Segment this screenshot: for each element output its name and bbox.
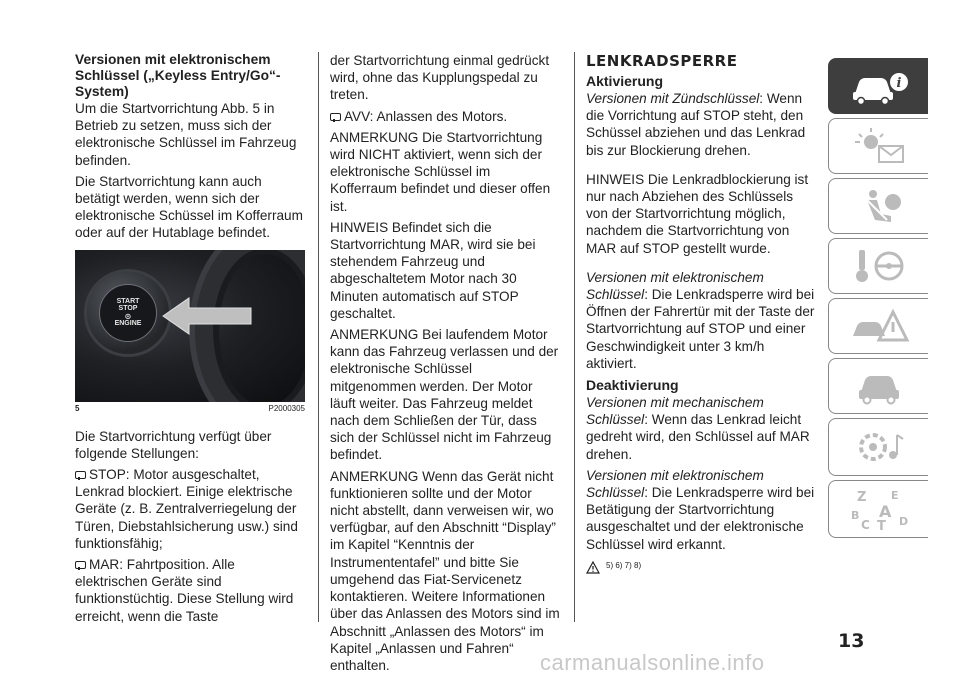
figure-caption <box>75 404 305 414</box>
page-number: 13 <box>838 630 865 652</box>
tab-index[interactable] <box>828 480 928 538</box>
index-letters-icon <box>847 487 911 531</box>
paragraph: Die Startvorrichtung verfügt über folgende Stellungen: <box>75 428 272 461</box>
pointer-arrow-icon <box>161 296 253 336</box>
note-paragraph: ANMERKUNG Wenn das Gerät nicht funktionieren sollte und der Motor nicht abstellt, dann verweisen wir, wo verfügbar, auf den Abschnitt “Display” im Kapitel “Kenntnis der Instrumententafel” und bitte Sie umgehend das Fiat-Servicenetz kontaktieren. Weitere Informationen über das Anlassen des Motors sind im Abschnitt „Anlassen des Motors“ im Kapitel „Anlassen und Fahren“ enthalten. <box>330 468 560 673</box>
tab-multimedia[interactable] <box>828 418 928 476</box>
paragraph: Versionen mit elektronischem Schlüssel: Die Lenkradsperre wird bei Betätigung der Startvorrichtung ausgeschaltet und der elektronische Schlüssel wird erkannt. <box>586 467 815 552</box>
car-info-icon <box>847 64 911 108</box>
paragraph: Versionen mit elektronischem Schlüssel: Die Lenkradsperre wird bei Öffnen der Fahrertür mit der Taste der Startvorrichtung auf STOP und einer Geschwindigkeit unter 3 km/h aktiviert. <box>586 269 815 371</box>
key-bullet-icon <box>330 113 341 121</box>
tab-car-info[interactable] <box>828 58 928 114</box>
column-right <box>586 52 818 574</box>
key-steering-icon <box>847 244 911 288</box>
column-middle <box>330 52 560 678</box>
column-divider <box>574 52 575 622</box>
warning-references: 5) 6) 7) 8) <box>586 557 818 574</box>
paragraph: der Startvorrichtung einmal gedrückt wird, ohne das Kupplungspedal zu treten. <box>330 53 550 103</box>
svg-text:D: D <box>898 515 908 528</box>
svg-text:i: i <box>896 76 901 91</box>
svg-text:B: B <box>850 509 859 522</box>
tab-lights-messages[interactable] <box>828 118 928 174</box>
section-heading-keyless: Versionen mit elektronischem Schlüssel („Keyless Entry/Go“-System) <box>75 52 281 99</box>
bullet-item: STOP: Motor ausgeschaltet, Lenkrad blockiert. Einige elektrische Geräte (z. B. Zentralverriegelung der Türen, Diebstahlsicherung usw.) sind funktionsfähig; <box>75 467 298 551</box>
subheading-activation: Aktivierung <box>586 73 664 89</box>
column-divider <box>318 52 319 622</box>
gear-music-icon <box>847 425 911 469</box>
tab-emergency[interactable] <box>828 298 928 354</box>
hint-paragraph: HINWEIS Die Lenkradblockierung ist nur nach Abziehen des Schlüssels von der Startvorrichtung möglich, nachdem die Startvorrichtung von MAR auf STOP gestellt wurde. <box>586 171 809 256</box>
svg-text:C: C <box>860 518 870 531</box>
section-heading-steering-lock: LENKRADSPERRE <box>586 52 738 70</box>
paragraph: Um die Startvorrichtung Abb. 5 in Betrieb zu setzen, muss sich der elektronische Schlüssel im Fahrzeug befinden. <box>75 101 297 168</box>
svg-text:Z: Z <box>856 490 866 505</box>
paragraph: Versionen mit mechanischem Schlüssel: Wenn das Lenkrad leicht gedreht wird, den Schlüssel auf MAR drehen. <box>586 395 810 462</box>
bullet-item: MAR: Fahrtposition. Alle elektrischen Geräte sind funktionstüchtig. Diese Stellung wird erreicht, wenn die Taste <box>75 557 294 624</box>
key-icon: ⊙ <box>124 311 132 321</box>
bullet-item: AVV: Anlassen des Motors. <box>330 108 560 125</box>
figure-number: 5 <box>75 403 80 413</box>
chapter-tabs <box>828 58 928 542</box>
svg-text:A: A <box>878 502 891 521</box>
key-bullet-icon <box>75 561 86 569</box>
tab-starting-driving[interactable] <box>828 238 928 294</box>
start-stop-button-label: START STOP ⊙ ENGINE <box>99 284 157 342</box>
service-car-icon <box>847 364 911 408</box>
hint-paragraph: HINWEIS Befindet sich die Startvorrichtung MAR, wird sie bei stehendem Fahrzeug und abgeschaltetem Motor nach 30 Minuten automatisch auf STOP geschaltet. <box>330 219 536 321</box>
note-paragraph: ANMERKUNG Bei laufendem Motor kann das Fahrzeug verlassen und der elektronische Schlüssel mitgenommen werden. Der Motor läuft weiter. Das Fahrzeug meldet nach dem Schließen der Tür, dass sich der Schlüssel nicht im Fahrzeug befindet. <box>330 327 559 463</box>
warning-triangle-small-icon <box>586 561 600 574</box>
figure-code: P2000305 <box>268 403 305 413</box>
tab-safety[interactable] <box>828 178 928 234</box>
subheading-deactivation: Deaktivierung <box>586 377 679 394</box>
warning-triangle-icon <box>847 304 911 348</box>
paragraph: Die Startvorrichtung kann auch betätigt werden, wenn sich der elektronische Schüssel im Kofferraum oder auf der Hutablage befindet. <box>75 173 303 241</box>
column-left <box>75 52 305 629</box>
svg-text:E: E <box>890 489 899 502</box>
tab-maintenance[interactable] <box>828 358 928 414</box>
paragraph: Versionen mit Zündschlüssel: Wenn die Vorrichtung auf STOP steht, den Schüssel abziehen und das Lenkrad bis zur Blockierung drehen. <box>586 91 806 158</box>
start-stop-button <box>87 272 169 354</box>
watermark: carmanualsonline.info <box>540 650 765 675</box>
svg-text:T: T <box>876 519 886 531</box>
key-bullet-icon <box>75 471 86 479</box>
note-paragraph: ANMERKUNG Die Startvorrichtung wird NICHT aktiviert, wenn sich der elektronische Schlüssel im Kofferraum befindet und dieser offen ist. <box>330 129 551 214</box>
figure-start-stop-photo <box>75 250 305 402</box>
airbag-seat-icon <box>847 184 911 228</box>
lights-message-icon <box>847 124 911 168</box>
